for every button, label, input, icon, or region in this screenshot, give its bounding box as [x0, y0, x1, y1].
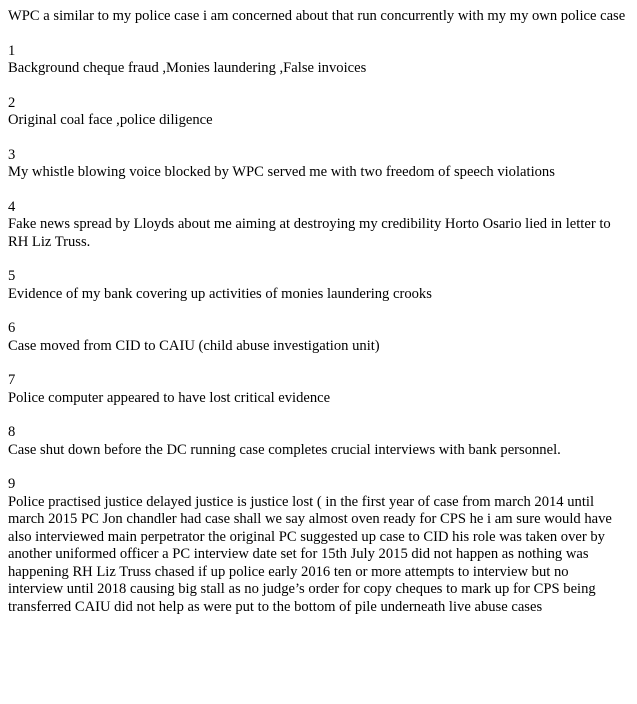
item-text: Case shut down before the DC running case completes crucial interviews with bank personnel.	[8, 441, 561, 458]
list-item-6	[8, 320, 627, 355]
item-number: 5	[8, 268, 16, 284]
list-item-7	[8, 372, 627, 407]
item-number: 2	[8, 94, 16, 111]
item-text: Fake news spread by Lloyds about me aiming at destroying my credibility Horto Osario lied in letter to RH Liz Truss.	[8, 216, 611, 250]
item-number: 8	[8, 424, 16, 440]
item-text: Evidence of my bank covering up activities of monies laundering crooks	[8, 285, 432, 302]
item-number: 6	[8, 320, 16, 336]
item-number: 3	[8, 146, 16, 163]
list-item-8	[8, 424, 627, 459]
item-number: 1	[8, 42, 16, 59]
item-number: 9	[8, 476, 16, 492]
item-text: Police computer appeared to have lost critical evidence	[8, 389, 331, 406]
list-item-2	[8, 95, 627, 130]
item-text: Original coal face ,police diligence	[8, 112, 213, 128]
list-item-4	[8, 199, 627, 252]
item-text: Police practised justice delayed justice is justice lost ( in the first year of case from march 2014 until march 2015 PC Jon chandler had case shall we say almost oven ready for CPS he i am sure would have also interviewed main perpetrator the original PC suggested up case to CID his role was taken over by another uniformed officer a PC interview date set for 15th July 2015 did not happen as nothing was happening RH Liz Truss chased if up police early 2016 ten or more attempts to interview but no interview until 2018 causing big stall as no judge’s order for copy cheques to mark up for CPS being transferred CAIU did not help as were put to the bottom of pile underneath live abuse cases	[8, 493, 612, 615]
intro-paragraph: WPC a similar to my police case i am concerned about that run concurrently with my my own police case	[8, 8, 626, 24]
item-number: 7	[8, 372, 16, 388]
item-number: 4	[8, 198, 16, 215]
list-item-5	[8, 268, 627, 303]
item-text: My whistle blowing voice blocked by WPC served me with two freedom of speech violations	[8, 164, 555, 180]
item-text: Background cheque fraud ,Monies laundering ,False invoices	[8, 60, 367, 76]
list-item-9	[8, 476, 627, 616]
item-text: Case moved from CID to CAIU (child abuse investigation unit)	[8, 337, 380, 354]
list-item-1	[8, 43, 627, 78]
list-item-3	[8, 147, 627, 182]
